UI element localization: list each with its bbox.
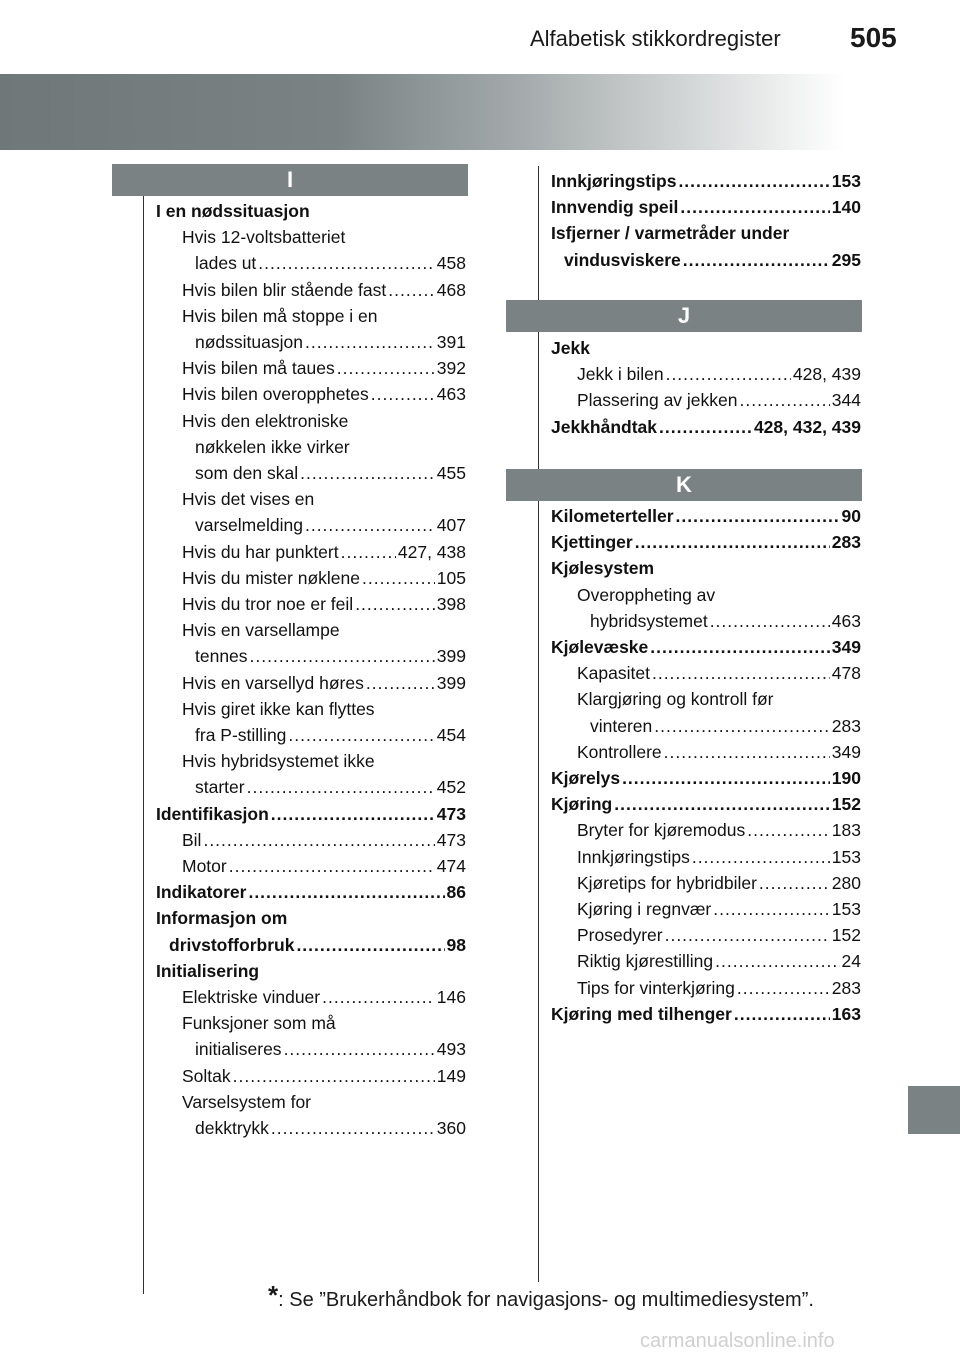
chapter-side-tab [908, 1086, 960, 1134]
index-entry-term: Plassering av jekken [577, 390, 738, 411]
index-entry-page: 153 [831, 171, 861, 191]
dot-leader [747, 817, 830, 843]
index-entry-term: drivstofforbruk [169, 934, 295, 955]
dot-leader [300, 460, 435, 486]
dot-leader [666, 361, 791, 387]
index-entry [551, 1001, 861, 1027]
index-entry-term: Jekk i bilen [577, 364, 664, 385]
index-entry [182, 408, 348, 434]
index-entry [182, 224, 345, 250]
index-entry-term: Kjøring [551, 794, 613, 815]
dot-leader [305, 512, 435, 538]
dot-leader [296, 932, 444, 958]
index-entry [195, 329, 466, 355]
dot-leader [362, 565, 435, 591]
dot-leader [665, 922, 830, 948]
index-entry-term: varselmelding [195, 515, 303, 536]
dot-leader [247, 774, 435, 800]
index-entry [182, 748, 375, 774]
index-entry-term: Varselsystem for [182, 1091, 312, 1112]
index-entry-term: Innkjøringstips [577, 846, 690, 867]
dot-leader [680, 194, 829, 220]
footnote-text: : Se ”Brukerhåndbok for navigasjons- og multimediesystem”. [278, 1289, 814, 1311]
index-entry [590, 608, 861, 634]
index-entry-term: I en nødssituasjon [156, 201, 310, 221]
dot-leader [734, 1001, 830, 1027]
index-entry-page: 463 [436, 384, 466, 405]
index-entry-page: 140 [831, 197, 861, 218]
index-entry-term: Jekkhåndtak [551, 416, 658, 437]
index-entry-page: 344 [831, 390, 861, 411]
index-entry-page: 153 [831, 899, 861, 919]
index-entry [182, 381, 466, 407]
index-entry-term: Innvendig speil [551, 197, 679, 218]
index-entry [577, 660, 861, 686]
index-entry [182, 355, 466, 381]
index-entry-term: Initialisering [156, 960, 260, 981]
index-entry-page: 399 [436, 672, 466, 693]
index-entry-page: 149 [436, 1065, 466, 1086]
index-entry-term: Funksjoner som må [182, 1013, 336, 1034]
dot-leader [305, 329, 435, 355]
index-entry-term: Hvis 12-voltsbatteriet [182, 227, 346, 248]
left-margin-rule [143, 196, 144, 1294]
index-entry-page: 349 [831, 637, 861, 657]
index-entry-term: Hvis det vises en [182, 489, 315, 510]
index-entry-page: 283 [831, 977, 861, 998]
index-entry-term: nøkkelen ikke virker [195, 436, 350, 457]
footnote-asterisk: * [268, 1280, 279, 1310]
index-entry-term: Kilometerteller [551, 506, 674, 526]
watermark: carmanualsonline.info [640, 1330, 835, 1352]
index-entry-page: 90 [841, 506, 861, 526]
index-entry [577, 948, 861, 974]
index-entry-term: Kjørelys [551, 768, 621, 788]
index-entry-page: 428, 432, 439 [753, 416, 861, 437]
index-entry [182, 539, 466, 565]
index-entry-term: Klargjøring og kontroll før [577, 689, 774, 710]
index-entry-term: vinteren [590, 715, 653, 736]
index-entry-page: 280 [831, 872, 861, 893]
index-entry [195, 1115, 466, 1141]
index-entry [195, 512, 466, 538]
index-entry-term: tennes [195, 646, 248, 667]
dot-leader [284, 1036, 435, 1062]
index-entry [195, 460, 466, 486]
index-entry [182, 591, 466, 617]
index-entry-term: starter [195, 777, 245, 798]
index-entry-term: Kjøring i regnvær [577, 899, 712, 919]
dot-leader [248, 879, 444, 905]
index-entry-term: som den skal [195, 463, 299, 483]
index-entry [182, 670, 466, 696]
index-entry-page: 478 [831, 663, 861, 684]
dot-leader [676, 503, 840, 529]
dot-leader [710, 608, 830, 634]
index-entry-page: 391 [436, 332, 466, 352]
index-entry [551, 791, 861, 817]
index-entry-term: Hvis du mister nøklene [182, 567, 360, 588]
index-entry-term: vindusviskere [564, 249, 681, 270]
index-entry-term: Identifikasjon [156, 803, 269, 824]
index-entry [577, 896, 861, 922]
index-entry-page: 473 [436, 803, 466, 824]
dot-leader [740, 387, 830, 413]
dot-leader [635, 529, 830, 555]
index-entry [195, 722, 466, 748]
index-entry [551, 555, 654, 581]
index-entry-term: Hvis den elektroniske [182, 410, 349, 431]
index-entry [169, 932, 466, 958]
index-entry-page: 105 [436, 567, 466, 588]
index-entry-page: 86 [446, 882, 466, 903]
dot-leader [622, 765, 830, 791]
index-entry [551, 335, 590, 361]
section-title: Alfabetisk stikkordregister [530, 26, 781, 51]
index-entry-term: Jekk [551, 338, 590, 358]
index-entry-page: 392 [436, 358, 466, 379]
index-entry [577, 582, 715, 608]
index-entry-page: 428, 439 [792, 364, 861, 385]
index-entry [577, 817, 861, 843]
index-entry-page: 283 [831, 532, 861, 553]
index-entry-page: 190 [831, 768, 861, 788]
index-entry [577, 922, 861, 948]
index-entry-term: Innkjøringstips [551, 171, 677, 191]
index-entry [195, 1036, 466, 1062]
index-entry-term: Prosedyrer [577, 925, 663, 946]
index-entry-term: Kapasitet [577, 663, 650, 684]
letter-heading-j: J [506, 300, 862, 332]
dot-leader [759, 870, 830, 896]
dot-leader [678, 168, 829, 194]
index-entry [577, 870, 861, 896]
index-entry [156, 905, 287, 931]
index-entry-term: Motor [182, 856, 227, 876]
index-entry [156, 879, 466, 905]
dot-leader [715, 948, 839, 974]
dot-leader [371, 381, 435, 407]
index-entry-term: initialiseres [195, 1039, 282, 1060]
dot-leader [366, 670, 435, 696]
index-entry-term: dekktrykk [195, 1118, 269, 1138]
letter-heading-k: K [506, 469, 862, 501]
dot-leader [659, 414, 752, 440]
index-entry-term: Hvis bilen må taues [182, 358, 335, 379]
index-entry [182, 827, 466, 853]
index-entry-page: 153 [831, 846, 861, 867]
dot-leader [341, 539, 396, 565]
dot-leader [650, 634, 830, 660]
dot-leader [664, 739, 830, 765]
index-entry-term: Hvis hybridsystemet ikke [182, 751, 375, 772]
index-entry [551, 634, 861, 660]
index-entry [551, 220, 789, 246]
index-entry-page: 455 [436, 463, 466, 483]
index-entry-term: Informasjon om [156, 908, 288, 929]
dot-leader [388, 277, 435, 303]
index-entry [551, 194, 861, 220]
index-entry [182, 486, 314, 512]
index-entry [182, 853, 466, 879]
index-entry [156, 958, 259, 984]
dot-leader [652, 660, 830, 686]
dot-leader [250, 643, 435, 669]
dot-leader [271, 801, 435, 827]
index-entry [577, 739, 861, 765]
index-entry-term: Kjølesystem [551, 558, 655, 579]
index-entry [182, 565, 466, 591]
index-entry [182, 277, 466, 303]
index-entry-term: nødssituasjon [195, 332, 303, 352]
index-entry [156, 801, 466, 827]
index-entry-page: 452 [436, 777, 466, 798]
dot-leader [713, 896, 830, 922]
index-entry-term: Indikatorer [156, 882, 247, 903]
top-header [0, 0, 960, 64]
index-entry [577, 387, 861, 413]
index-entry-page: 152 [831, 794, 861, 815]
index-entry-term: Isfjerner / varmetråder under [551, 223, 790, 244]
dot-leader [322, 984, 435, 1010]
dot-leader [614, 791, 830, 817]
dot-leader [683, 247, 830, 273]
index-entry-page: 463 [831, 610, 861, 631]
letter-heading-i: I [112, 164, 468, 196]
index-entry-page: 295 [831, 249, 861, 270]
index-entry-page: 474 [436, 856, 466, 876]
dot-leader [233, 1063, 435, 1089]
index-entry [182, 984, 466, 1010]
index-entry-term: Bryter for kjøremodus [577, 820, 746, 841]
index-entry-term: Kjøring med tilhenger [551, 1003, 732, 1024]
dot-leader [288, 722, 434, 748]
column-divider [538, 166, 539, 1282]
index-entry-page: 163 [831, 1003, 861, 1024]
index-entry [195, 434, 350, 460]
index-entry-term: Hvis giret ikke kan flyttes [182, 698, 375, 719]
index-entry-page: 146 [436, 987, 466, 1007]
dot-leader [203, 827, 434, 853]
index-entry-term: lades ut [195, 253, 257, 274]
index-entry-term: Hvis en varsellyd høres [182, 672, 364, 693]
index-entry [195, 774, 466, 800]
index-entry-page: 468 [436, 279, 466, 300]
index-entry-term: Hvis bilen må stoppe i en [182, 305, 378, 326]
index-entry [551, 529, 861, 555]
index-entry [577, 361, 861, 387]
index-entry-page: 98 [446, 934, 466, 955]
index-entry [551, 414, 861, 440]
index-entry [577, 686, 773, 712]
index-entry-term: Bil [182, 829, 202, 850]
index-entry [195, 643, 466, 669]
index-entry [590, 713, 861, 739]
index-entry-page: 399 [436, 646, 466, 667]
dot-leader [258, 250, 435, 276]
index-entry-term: Hvis du tror noe er feil [182, 594, 354, 614]
dot-leader [654, 713, 830, 739]
index-entry-page: 473 [436, 829, 466, 850]
index-entry [551, 503, 861, 529]
index-entry-page: 458 [436, 253, 466, 274]
index-entry [564, 247, 861, 273]
index-entry-term: Hvis bilen overopphetes [182, 384, 369, 405]
index-entry-term: Kjøretips for hybridbiler [577, 872, 757, 893]
index-entry-page: 407 [436, 515, 466, 536]
index-entry-term: Kontrollere [577, 741, 662, 762]
index-entry-page: 427, 438 [397, 541, 466, 562]
index-entry-term: Overoppheting av [577, 584, 716, 605]
index-entry [182, 1089, 311, 1115]
index-entry-term: Kjettinger [551, 532, 633, 553]
page-number: 505 [850, 22, 897, 53]
index-entry-term: Soltak [182, 1065, 231, 1086]
index-entry-page: 398 [436, 594, 466, 614]
index-entry-page: 493 [436, 1039, 466, 1060]
index-entry [195, 250, 466, 276]
index-entry [182, 1010, 336, 1036]
index-entry-term: Hvis du har punktert [182, 541, 339, 562]
index-entry [551, 765, 861, 791]
index-entry-page: 349 [831, 741, 861, 762]
index-entry [577, 844, 861, 870]
index-entry-term: hybridsystemet [590, 610, 708, 631]
header-gradient-band [0, 74, 960, 150]
footnote [268, 1280, 814, 1312]
dot-leader [692, 844, 830, 870]
index-entry [182, 303, 378, 329]
dot-leader [737, 975, 830, 1001]
index-entry-term: Riktig kjørestilling [577, 951, 714, 972]
index-entry [577, 975, 861, 1001]
index-entry-page: 283 [831, 715, 861, 736]
index-entry-term: Hvis en varsellampe [182, 620, 340, 641]
index-entry [182, 617, 340, 643]
index-entry-term: Tips for vinterkjøring [577, 977, 735, 998]
dot-leader [355, 591, 435, 617]
index-entry-term: Elektriske vinduer [182, 987, 321, 1007]
index-entry-page: 24 [841, 951, 861, 972]
dot-leader [337, 355, 435, 381]
dot-leader [229, 853, 435, 879]
index-entry [551, 168, 861, 194]
index-entry-term: Hvis bilen blir stående fast [182, 279, 387, 300]
index-entry-page: 454 [436, 725, 466, 745]
index-entry-term: fra P-stilling [195, 725, 287, 745]
index-entry [156, 198, 310, 224]
index-entry-term: Kjølevæske [551, 637, 649, 657]
index-entry-page: 360 [436, 1118, 466, 1138]
index-entry [182, 1063, 466, 1089]
dot-leader [271, 1115, 435, 1141]
index-entry [182, 696, 375, 722]
index-entry-page: 183 [831, 820, 861, 841]
index-entry-page: 152 [831, 925, 861, 946]
